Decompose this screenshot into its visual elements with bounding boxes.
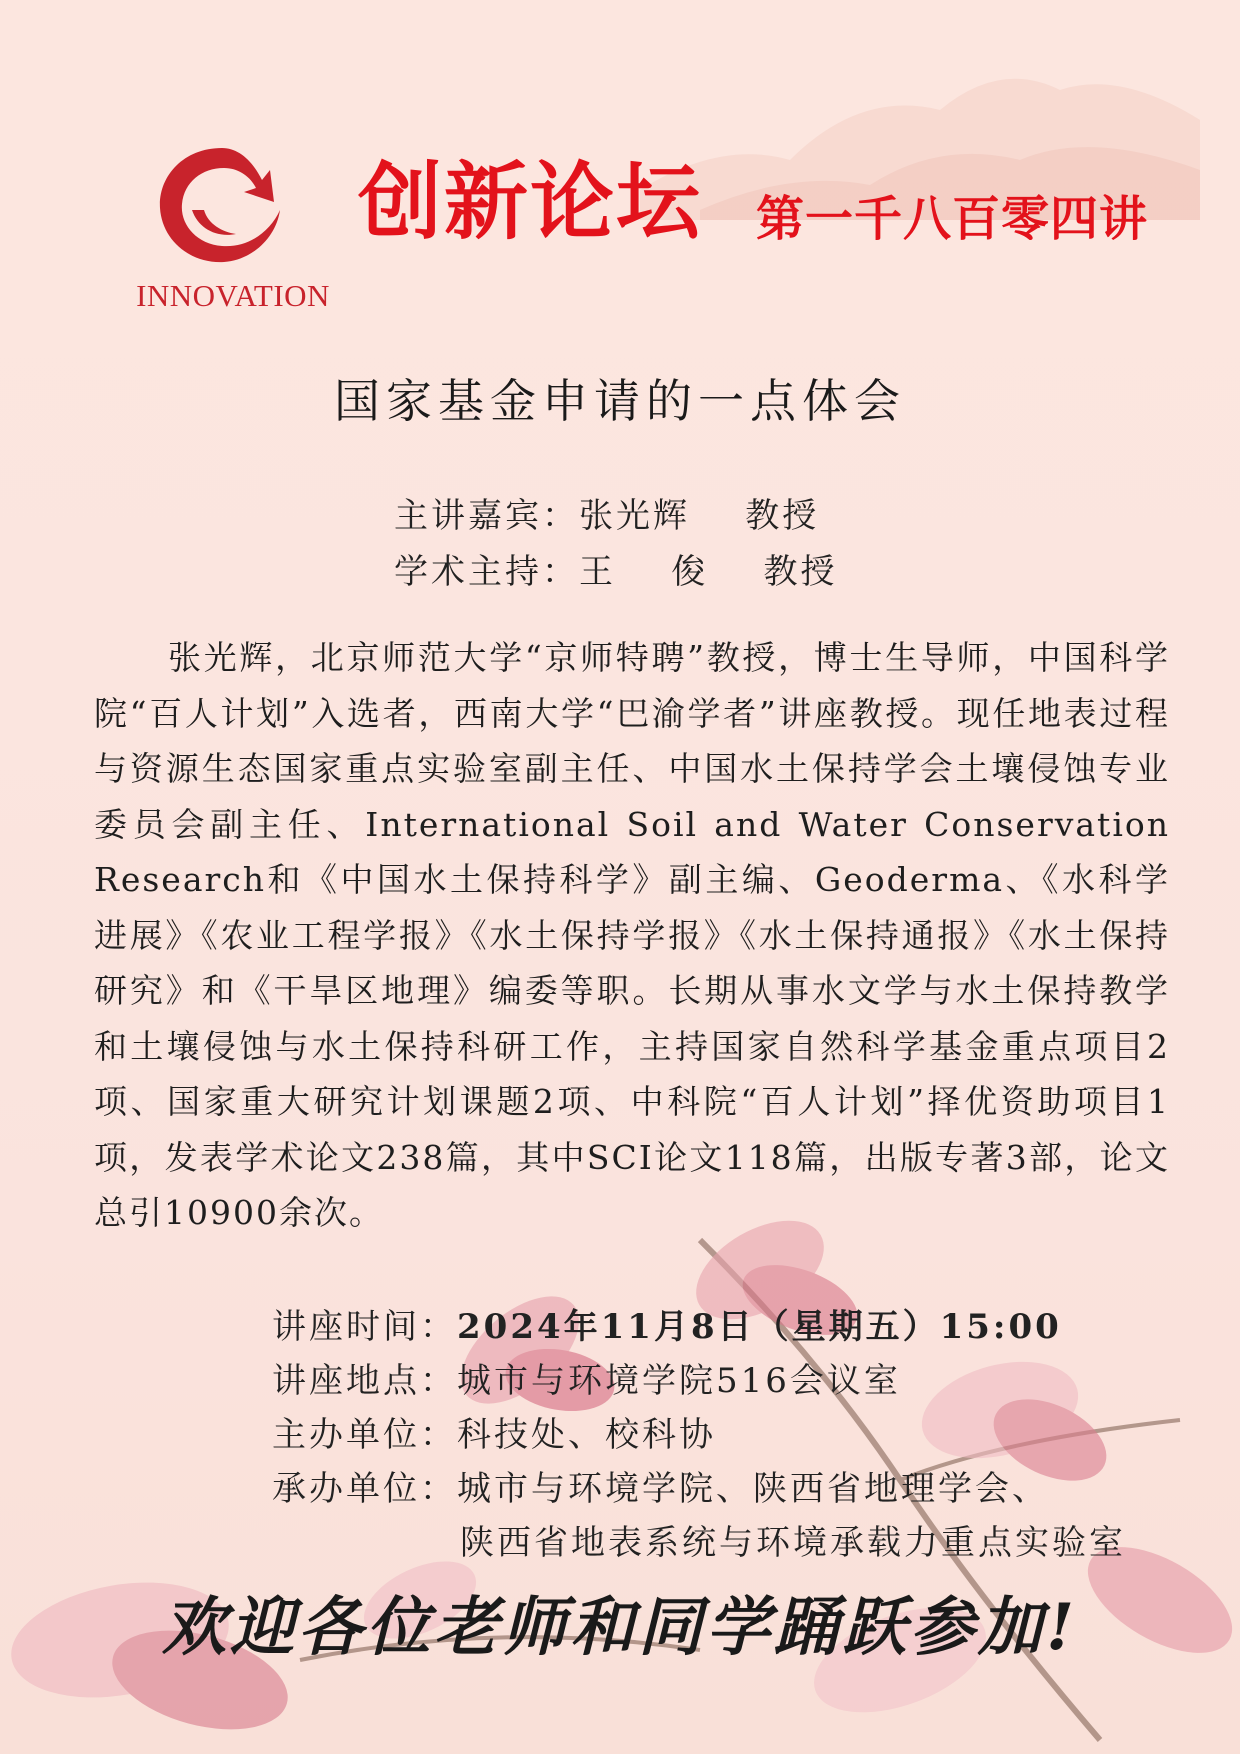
lecture-number: 第一千八百零四讲 [756, 191, 1149, 247]
organizer-row [272, 1408, 1126, 1462]
place-value: 城市与环境学院516会议室 [457, 1361, 901, 1401]
people-block [394, 488, 837, 600]
co-organizer-label: 承办单位： [272, 1469, 457, 1509]
organizer-label: 主办单位： [272, 1415, 457, 1455]
speaker-bio: 张光辉，北京师范大学“京师特聘”教授，博士生导师，中国科学院“百人计划”入选者，西南大学“巴渝学者”讲座教授。现任地表过程与资源生态国家重点实验室副主任、中国水土保持学会土壤侵蚀专业委员会副主任、International Soil and Water Conservation Research和《中国水土保持科学》副主编、Geoderma、《水科学进展》《农业工程学报》《水土保持学报》《水土保持通报》《水土保持研究》和《干旱区地理》编委等职。长期从事水文学与水土保持教学和土壤侵蚀与水土保持科研工作，主持国家自然科学基金重点项目2项、国家重大研究计划课题2项、中科院“百人计划”择优资助项目1项，发表学术论文238篇，其中SCI论文118篇，出版专著3部，论文总引10900余次。 [94, 638, 1170, 1232]
time-row [272, 1300, 1126, 1354]
organizer-value: 科技处、校科协 [457, 1415, 716, 1455]
innovation-swirl-icon [152, 140, 292, 270]
host-label: 学术主持： [394, 552, 579, 592]
place-label: 讲座地点： [272, 1361, 457, 1401]
time-value: 2024年11月8日（星期五）15:00 [457, 1307, 1062, 1347]
welcome-message: 欢迎各位老师和同学踊跃参加! [161, 1590, 1079, 1665]
mountain-decoration [640, 20, 1200, 220]
co-organizer-value-2: 陕西省地表系统与环境承载力重点实验室 [460, 1523, 1126, 1563]
co-organizer-row-2 [272, 1516, 1126, 1570]
time-label: 讲座时间： [272, 1307, 457, 1347]
co-organizer-value-1: 城市与环境学院、陕西省地理学会、 [457, 1469, 1049, 1509]
speaker-value: 张光辉 教授 [579, 496, 820, 536]
talk-title: 国家基金申请的一点体会 [334, 374, 906, 428]
logo-text: INNOVATION [136, 278, 330, 313]
host-value: 王 俊 教授 [579, 552, 838, 592]
host-row [394, 544, 837, 600]
place-row [272, 1354, 1126, 1408]
speaker-label: 主讲嘉宾： [394, 496, 579, 536]
innovation-logo [118, 140, 348, 320]
speaker-row [394, 488, 837, 544]
co-organizer-row [272, 1462, 1126, 1516]
event-info [272, 1300, 1126, 1570]
forum-title: 创新论坛 [358, 153, 703, 251]
